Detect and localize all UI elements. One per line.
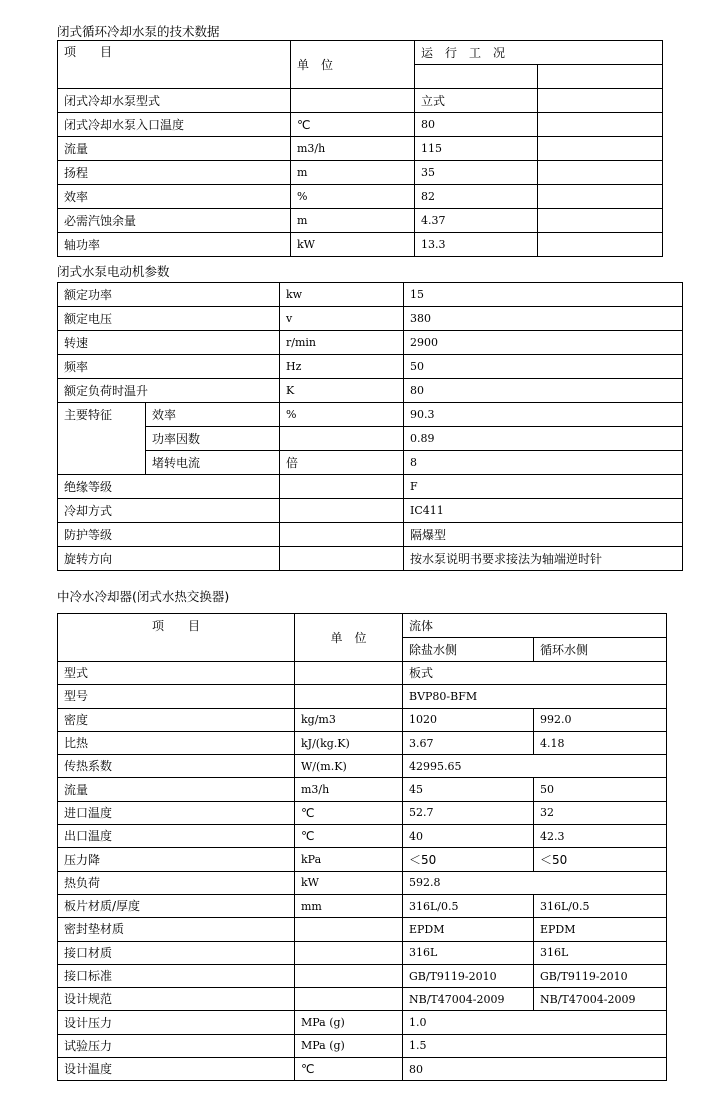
pump-tech-table bbox=[57, 40, 663, 257]
row-unit: ℃ bbox=[291, 113, 415, 137]
row-value-extra bbox=[538, 233, 663, 257]
row-name: 额定电压 bbox=[58, 307, 280, 331]
table-row bbox=[58, 209, 663, 233]
table-row bbox=[58, 685, 667, 708]
table-row bbox=[58, 801, 667, 824]
row-name: 额定功率 bbox=[58, 283, 280, 307]
row-unit: kJ/(kg.K) bbox=[295, 731, 403, 754]
main-feature-label: 主要特征 bbox=[58, 403, 146, 427]
row-name: 出口温度 bbox=[58, 825, 295, 848]
table-row bbox=[58, 778, 667, 801]
row-value-side1: 45 bbox=[403, 778, 534, 801]
table-row bbox=[58, 161, 663, 185]
table-row bbox=[58, 825, 667, 848]
row-value-extra bbox=[538, 89, 663, 113]
row-name: 必需汽蚀余量 bbox=[58, 209, 291, 233]
table-row bbox=[58, 331, 683, 355]
row-value-side1: ＜50 bbox=[403, 848, 534, 871]
table-row bbox=[58, 708, 667, 731]
row-unit: kW bbox=[291, 233, 415, 257]
table-row bbox=[58, 355, 683, 379]
motor-params-table bbox=[57, 282, 683, 571]
table-row bbox=[58, 755, 667, 778]
row-value-side2: 42.3 bbox=[534, 825, 667, 848]
row-value: 4.37 bbox=[415, 209, 538, 233]
row-value-side1: 52.7 bbox=[403, 801, 534, 824]
row-value-side1: NB/T47004-2009 bbox=[403, 988, 534, 1011]
row-value-side2: EPDM bbox=[534, 918, 667, 941]
table-row bbox=[58, 475, 683, 499]
row-name: 旋转方向 bbox=[58, 547, 280, 571]
row-unit: W/(m.K) bbox=[295, 755, 403, 778]
row-value-side1: 316L bbox=[403, 941, 534, 964]
row-unit: v bbox=[280, 307, 404, 331]
row-unit bbox=[280, 547, 404, 571]
row-name: 冷却方式 bbox=[58, 499, 280, 523]
section2-title: 闭式水泵电动机参数 bbox=[57, 264, 170, 279]
header-item-blank bbox=[58, 638, 295, 662]
header-item: 项 目 bbox=[58, 41, 291, 65]
row-value: 1.0 bbox=[403, 1011, 667, 1034]
row-name: 防护等级 bbox=[58, 523, 280, 547]
row-value-side2: 50 bbox=[534, 778, 667, 801]
row-name: 型式 bbox=[58, 662, 295, 685]
row-value: 13.3 bbox=[415, 233, 538, 257]
cooler-table bbox=[57, 613, 667, 1081]
row-unit: kW bbox=[295, 871, 403, 894]
row-value-side2: GB/T9119-2010 bbox=[534, 964, 667, 987]
row-value: 380 bbox=[404, 307, 683, 331]
row-value: 82 bbox=[415, 185, 538, 209]
row-value-extra bbox=[538, 113, 663, 137]
row-value-side2: 316L/0.5 bbox=[534, 894, 667, 917]
row-value: BVP80-BFM bbox=[403, 685, 667, 708]
row-unit bbox=[280, 475, 404, 499]
table-row bbox=[58, 137, 663, 161]
row-value-side1: 3.67 bbox=[403, 731, 534, 754]
row-name: 频率 bbox=[58, 355, 280, 379]
row-value-side1: GB/T9119-2010 bbox=[403, 964, 534, 987]
row-value-side1: EPDM bbox=[403, 918, 534, 941]
row-unit: K bbox=[280, 379, 404, 403]
row-unit: 倍 bbox=[280, 451, 404, 475]
row-value: 80 bbox=[403, 1058, 667, 1081]
row-name: 设计温度 bbox=[58, 1058, 295, 1081]
header-item-blank bbox=[58, 65, 291, 89]
row-unit bbox=[295, 662, 403, 685]
row-name: 闭式冷却水泵型式 bbox=[58, 89, 291, 113]
row-unit: kg/m3 bbox=[295, 708, 403, 731]
row-unit bbox=[280, 523, 404, 547]
row-unit: ℃ bbox=[295, 1058, 403, 1081]
row-value-extra bbox=[538, 185, 663, 209]
row-unit: m3/h bbox=[291, 137, 415, 161]
row-unit: Hz bbox=[280, 355, 404, 379]
table-row bbox=[58, 1011, 667, 1034]
row-unit: ℃ bbox=[295, 801, 403, 824]
row-unit bbox=[295, 918, 403, 941]
row-value: F bbox=[404, 475, 683, 499]
row-subname: 堵转电流 bbox=[146, 451, 280, 475]
row-unit: m bbox=[291, 161, 415, 185]
row-value: 15 bbox=[404, 283, 683, 307]
row-value: 板式 bbox=[403, 662, 667, 685]
table-row bbox=[58, 523, 683, 547]
table-row bbox=[58, 427, 683, 451]
row-unit: kw bbox=[280, 283, 404, 307]
header-unit: 单 位 bbox=[291, 41, 415, 89]
table-row bbox=[58, 871, 667, 894]
table-row bbox=[58, 731, 667, 754]
section3-title: 中冷水冷却器(闭式水热交换器) bbox=[57, 589, 230, 604]
row-value: 8 bbox=[404, 451, 683, 475]
main-feature-blank bbox=[58, 427, 146, 451]
row-name: 流量 bbox=[58, 137, 291, 161]
header-side1: 除盐水侧 bbox=[403, 638, 534, 662]
row-value: 0.89 bbox=[404, 427, 683, 451]
table-row bbox=[58, 547, 683, 571]
row-unit: MPa (g) bbox=[295, 1034, 403, 1057]
header-side2: 循环水侧 bbox=[534, 638, 667, 662]
table-row bbox=[58, 848, 667, 871]
row-name: 比热 bbox=[58, 731, 295, 754]
row-name: 进口温度 bbox=[58, 801, 295, 824]
row-unit: % bbox=[280, 403, 404, 427]
table-row bbox=[58, 233, 663, 257]
table-row bbox=[58, 113, 663, 137]
row-name: 绝缘等级 bbox=[58, 475, 280, 499]
row-value-side2: NB/T47004-2009 bbox=[534, 988, 667, 1011]
table-row bbox=[58, 403, 683, 427]
row-value-side2: ＜50 bbox=[534, 848, 667, 871]
row-value-side1: 40 bbox=[403, 825, 534, 848]
row-unit: m3/h bbox=[295, 778, 403, 801]
row-name: 闭式冷却水泵入口温度 bbox=[58, 113, 291, 137]
row-value-side2: 4.18 bbox=[534, 731, 667, 754]
row-value-side2: 992.0 bbox=[534, 708, 667, 731]
row-value: 80 bbox=[415, 113, 538, 137]
header-fluid: 流体 bbox=[403, 614, 667, 638]
row-name: 额定负荷时温升 bbox=[58, 379, 280, 403]
table-row bbox=[58, 964, 667, 987]
table-row bbox=[58, 662, 667, 685]
header-condition-sub1 bbox=[415, 65, 538, 89]
row-name: 传热系数 bbox=[58, 755, 295, 778]
row-value-extra bbox=[538, 209, 663, 233]
row-value: 80 bbox=[404, 379, 683, 403]
row-name: 压力降 bbox=[58, 848, 295, 871]
table-row bbox=[58, 451, 683, 475]
row-unit bbox=[295, 964, 403, 987]
table-row bbox=[58, 988, 667, 1011]
table-row bbox=[58, 1034, 667, 1057]
row-value: 592.8 bbox=[403, 871, 667, 894]
row-value: 按水泵说明书要求接法为轴端逆时针 bbox=[404, 547, 683, 571]
table-row bbox=[58, 307, 683, 331]
row-unit bbox=[280, 499, 404, 523]
row-unit: ℃ bbox=[295, 825, 403, 848]
section1-title: 闭式循环冷却水泵的技术数据 bbox=[57, 24, 220, 39]
row-name: 轴功率 bbox=[58, 233, 291, 257]
row-name: 试验压力 bbox=[58, 1034, 295, 1057]
row-value: 50 bbox=[404, 355, 683, 379]
header-item: 项 目 bbox=[58, 614, 295, 638]
row-value: 90.3 bbox=[404, 403, 683, 427]
row-value-extra bbox=[538, 161, 663, 185]
table-row bbox=[58, 499, 683, 523]
row-name: 扬程 bbox=[58, 161, 291, 185]
row-value: IC411 bbox=[404, 499, 683, 523]
table-row bbox=[58, 1058, 667, 1081]
row-value: 1.5 bbox=[403, 1034, 667, 1057]
row-name: 密度 bbox=[58, 708, 295, 731]
row-value-side2: 316L bbox=[534, 941, 667, 964]
row-value: 35 bbox=[415, 161, 538, 185]
row-name: 设计压力 bbox=[58, 1011, 295, 1034]
row-name: 设计规范 bbox=[58, 988, 295, 1011]
row-name: 型号 bbox=[58, 685, 295, 708]
row-name: 密封垫材质 bbox=[58, 918, 295, 941]
row-value-side1: 1020 bbox=[403, 708, 534, 731]
header-condition-sub2 bbox=[538, 65, 663, 89]
table-row bbox=[58, 185, 663, 209]
row-unit bbox=[280, 427, 404, 451]
row-name: 转速 bbox=[58, 331, 280, 355]
row-unit: mm bbox=[295, 894, 403, 917]
header-condition: 运 行 工 况 bbox=[415, 41, 663, 65]
table-row bbox=[58, 89, 663, 113]
row-unit: m bbox=[291, 209, 415, 233]
row-unit bbox=[295, 941, 403, 964]
row-subname: 功率因数 bbox=[146, 427, 280, 451]
row-unit bbox=[295, 988, 403, 1011]
row-name: 接口标准 bbox=[58, 964, 295, 987]
row-name: 效率 bbox=[58, 185, 291, 209]
row-unit: % bbox=[291, 185, 415, 209]
row-name: 板片材质/厚度 bbox=[58, 894, 295, 917]
row-value: 115 bbox=[415, 137, 538, 161]
table-row bbox=[58, 283, 683, 307]
row-value-side2: 32 bbox=[534, 801, 667, 824]
row-name: 流量 bbox=[58, 778, 295, 801]
row-value: 2900 bbox=[404, 331, 683, 355]
table-row bbox=[58, 941, 667, 964]
row-value-side1: 316L/0.5 bbox=[403, 894, 534, 917]
row-unit: r/min bbox=[280, 331, 404, 355]
row-unit: MPa (g) bbox=[295, 1011, 403, 1034]
table-row bbox=[58, 379, 683, 403]
row-subname: 效率 bbox=[146, 403, 280, 427]
row-unit bbox=[295, 685, 403, 708]
row-unit bbox=[291, 89, 415, 113]
row-value: 42995.65 bbox=[403, 755, 667, 778]
row-value-extra bbox=[538, 137, 663, 161]
table-row bbox=[58, 894, 667, 917]
row-name: 接口材质 bbox=[58, 941, 295, 964]
row-unit: kPa bbox=[295, 848, 403, 871]
row-value: 隔爆型 bbox=[404, 523, 683, 547]
table-row bbox=[58, 918, 667, 941]
header-unit: 单 位 bbox=[295, 614, 403, 662]
main-feature-blank bbox=[58, 451, 146, 475]
row-name: 热负荷 bbox=[58, 871, 295, 894]
row-value: 立式 bbox=[415, 89, 538, 113]
